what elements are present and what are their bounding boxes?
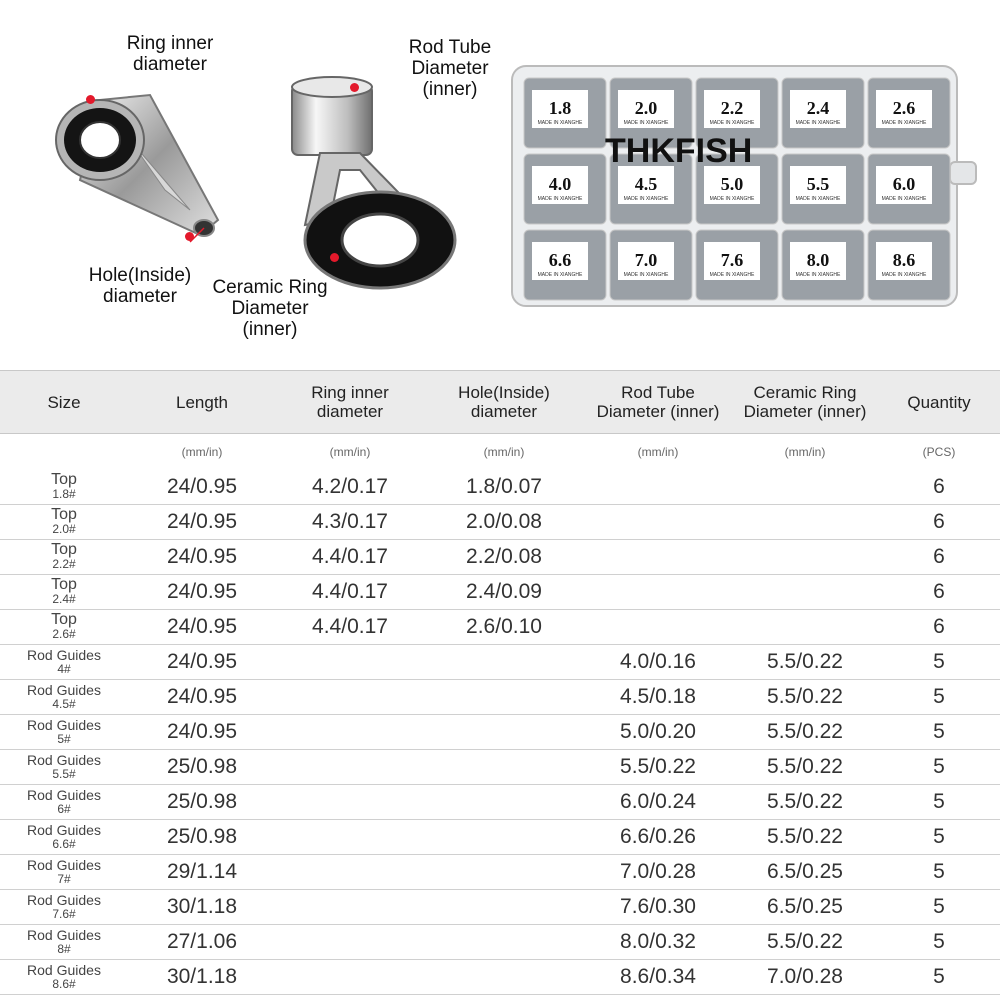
spec-table	[0, 370, 1000, 995]
ceramic-cell: 5.5/0.22	[732, 715, 878, 750]
ceramic-cell: 5.5/0.22	[732, 925, 878, 960]
hole-cell: 1.8/0.07	[424, 470, 584, 505]
table-row	[0, 820, 1000, 855]
table-row	[0, 610, 1000, 645]
made-in-label: MADE IN XIANGHE	[537, 272, 583, 278]
quantity-cell: 5	[878, 960, 1000, 995]
size-number: 1.8#	[52, 487, 76, 501]
size-type: Rod Guides	[27, 682, 101, 698]
hole-cell	[424, 925, 584, 960]
size-cell	[0, 785, 128, 820]
quantity-cell: 5	[878, 750, 1000, 785]
ceramic-cell	[732, 540, 878, 575]
length-cell: 24/0.95	[128, 715, 276, 750]
hole-label: Hole(Inside) diameter	[88, 265, 192, 307]
quantity-cell: 6	[878, 610, 1000, 645]
length-cell: 27/1.06	[128, 925, 276, 960]
ceramic-cell: 5.5/0.22	[732, 750, 878, 785]
quantity-cell: 6	[878, 540, 1000, 575]
ring-inner-cell	[276, 785, 424, 820]
length-cell: 25/0.98	[128, 750, 276, 785]
length-cell: 25/0.98	[128, 820, 276, 855]
table-row	[0, 575, 1000, 610]
header-quantity: Quantity	[878, 371, 1000, 434]
made-in-label: MADE IN XIANGHE	[623, 272, 669, 278]
table-row	[0, 785, 1000, 820]
ceramic-cell: 7.0/0.28	[732, 960, 878, 995]
compartment-size-label: 8.6	[892, 250, 916, 270]
size-type: Rod Guides	[27, 822, 101, 838]
rod-tube-cell	[584, 470, 732, 505]
unit-length: (mm/in)	[181, 445, 223, 459]
length-cell: 24/0.95	[128, 470, 276, 505]
made-in-label: MADE IN XIANGHE	[795, 272, 841, 278]
ring-inner-cell	[276, 715, 424, 750]
made-in-label: MADE IN XIANGHE	[623, 196, 669, 202]
compartment-size-label: 7.0	[634, 250, 658, 270]
unit-hole: (mm/in)	[483, 445, 525, 459]
size-type: Rod Guides	[27, 752, 101, 768]
length-cell: 24/0.95	[128, 680, 276, 715]
size-type: Rod Guides	[27, 857, 101, 873]
ceramic-cell: 5.5/0.22	[732, 785, 878, 820]
unit-ceramic: (mm/in)	[784, 445, 826, 459]
hole-cell	[424, 680, 584, 715]
size-number: 4#	[57, 662, 71, 676]
header-size: Size	[0, 371, 128, 434]
size-number: 4.5#	[52, 697, 76, 711]
hole-cell	[424, 890, 584, 925]
size-number: 2.2#	[52, 557, 76, 571]
size-type: Top	[51, 576, 77, 593]
unit-size	[0, 434, 128, 471]
hole-cell: 2.6/0.10	[424, 610, 584, 645]
compartment-size-label: 6.0	[892, 174, 916, 194]
length-cell: 24/0.95	[128, 505, 276, 540]
length-cell: 24/0.95	[128, 575, 276, 610]
rod-tube-cell: 7.0/0.28	[584, 855, 732, 890]
made-in-label: MADE IN XIANGHE	[881, 196, 927, 202]
hole-cell	[424, 785, 584, 820]
unit-quantity: (PCS)	[922, 445, 956, 459]
size-type: Top	[51, 506, 77, 523]
size-cell	[0, 890, 128, 925]
ring-inner-cell	[276, 820, 424, 855]
hole-cell: 2.2/0.08	[424, 540, 584, 575]
size-cell	[0, 925, 128, 960]
hole-cell: 2.4/0.09	[424, 575, 584, 610]
size-cell	[0, 750, 128, 785]
ring-inner-cell	[276, 960, 424, 995]
header-ring-inner: Ring inner diameter	[276, 371, 424, 434]
guide-kit-box	[510, 62, 960, 312]
rod-tube-cell: 4.5/0.18	[584, 680, 732, 715]
ceramic-cell	[732, 470, 878, 505]
size-number: 2.6#	[52, 627, 76, 641]
size-cell	[0, 610, 128, 645]
ceramic-cell	[732, 575, 878, 610]
header-rod-tube: Rod Tube Diameter (inner)	[584, 371, 732, 434]
ceramic-cell	[732, 610, 878, 645]
unit-rod-tube: (mm/in)	[637, 445, 679, 459]
ring-inner-cell: 4.2/0.17	[276, 470, 424, 505]
quantity-cell: 5	[878, 890, 1000, 925]
quantity-cell: 6	[878, 575, 1000, 610]
hole-cell	[424, 855, 584, 890]
rod-tube-cell	[584, 610, 732, 645]
ceramic-marker	[330, 253, 339, 262]
hole-cell	[424, 960, 584, 995]
table-row	[0, 750, 1000, 785]
ring-inner-label: Ring inner diameter	[126, 33, 214, 75]
ring-inner-cell: 4.4/0.17	[276, 575, 424, 610]
quantity-cell: 5	[878, 820, 1000, 855]
table-row	[0, 505, 1000, 540]
table-row	[0, 960, 1000, 995]
table-row	[0, 645, 1000, 680]
size-cell	[0, 505, 128, 540]
ring-inner-cell	[276, 890, 424, 925]
length-cell: 30/1.18	[128, 960, 276, 995]
size-type: Top	[51, 611, 77, 628]
table-row	[0, 540, 1000, 575]
rod-tube-cell: 4.0/0.16	[584, 645, 732, 680]
made-in-label: MADE IN XIANGHE	[709, 120, 755, 126]
table-row	[0, 890, 1000, 925]
made-in-label: MADE IN XIANGHE	[795, 196, 841, 202]
box-drawing	[510, 62, 980, 322]
ceramic-cell: 5.5/0.22	[732, 645, 878, 680]
table-row	[0, 715, 1000, 750]
header-length: Length	[128, 371, 276, 434]
quantity-cell: 5	[878, 925, 1000, 960]
rod-guide-image	[280, 75, 460, 295]
length-cell: 30/1.18	[128, 890, 276, 925]
size-cell	[0, 680, 128, 715]
table-row	[0, 925, 1000, 960]
table-body	[0, 470, 1000, 995]
size-cell	[0, 820, 128, 855]
made-in-label: MADE IN XIANGHE	[709, 272, 755, 278]
size-type: Top	[51, 541, 77, 558]
rod-tube-marker	[350, 83, 359, 92]
size-cell	[0, 960, 128, 995]
quantity-cell: 6	[878, 470, 1000, 505]
rod-tube-label: Rod Tube Diameter (inner)	[408, 37, 492, 100]
quantity-cell: 6	[878, 505, 1000, 540]
size-number: 8.6#	[52, 977, 76, 991]
size-number: 2.4#	[52, 592, 76, 606]
hole-cell	[424, 750, 584, 785]
compartment-size-label: 6.6	[548, 250, 572, 270]
made-in-label: MADE IN XIANGHE	[709, 196, 755, 202]
size-type: Top	[51, 471, 77, 488]
rod-tube-cell: 8.6/0.34	[584, 960, 732, 995]
ring-inner-marker	[86, 95, 95, 104]
size-cell	[0, 575, 128, 610]
size-number: 8#	[57, 942, 71, 956]
size-number: 5.5#	[52, 767, 76, 781]
ring-inner-cell	[276, 925, 424, 960]
made-in-label: MADE IN XIANGHE	[537, 196, 583, 202]
ceramic-cell: 5.5/0.22	[732, 680, 878, 715]
ring-inner-cell	[276, 855, 424, 890]
length-cell: 24/0.95	[128, 540, 276, 575]
hole-cell	[424, 820, 584, 855]
size-number: 6#	[57, 802, 71, 816]
size-type: Rod Guides	[27, 647, 101, 663]
size-number: 2.0#	[52, 522, 76, 536]
rod-tube-cell: 5.0/0.20	[584, 715, 732, 750]
table-row	[0, 855, 1000, 890]
unit-ring-inner: (mm/in)	[329, 445, 371, 459]
compartment-size-label: 2.6	[892, 98, 916, 118]
ceramic-cell	[732, 505, 878, 540]
size-cell	[0, 715, 128, 750]
rod-tube-cell: 6.6/0.26	[584, 820, 732, 855]
hole-marker	[185, 232, 194, 241]
rod-tube-cell: 5.5/0.22	[584, 750, 732, 785]
rod-tube-cell: 8.0/0.32	[584, 925, 732, 960]
rod-tube-cell	[584, 540, 732, 575]
hole-cell	[424, 645, 584, 680]
length-cell: 29/1.14	[128, 855, 276, 890]
rod-tube-cell	[584, 575, 732, 610]
size-type: Rod Guides	[27, 787, 101, 803]
ring-inner-cell	[276, 750, 424, 785]
tip-top-guide-image	[40, 70, 230, 260]
length-cell: 24/0.95	[128, 645, 276, 680]
size-type: Rod Guides	[27, 717, 101, 733]
brand-logo: THKFISH	[605, 132, 753, 170]
made-in-label: MADE IN XIANGHE	[623, 120, 669, 126]
size-number: 7.6#	[52, 907, 76, 921]
ring-inner-cell	[276, 645, 424, 680]
compartment-size-label: 5.0	[720, 174, 744, 194]
quantity-cell: 5	[878, 785, 1000, 820]
quantity-cell: 5	[878, 715, 1000, 750]
rod-tube-cell: 6.0/0.24	[584, 785, 732, 820]
ceramic-cell: 6.5/0.25	[732, 855, 878, 890]
size-cell	[0, 540, 128, 575]
hole-cell: 2.0/0.08	[424, 505, 584, 540]
size-type: Rod Guides	[27, 892, 101, 908]
ring-inner-cell: 4.4/0.17	[276, 610, 424, 645]
compartment-size-label: 2.4	[806, 98, 830, 118]
made-in-label: MADE IN XIANGHE	[795, 120, 841, 126]
ceramic-label: Ceramic Ring Diameter (inner)	[212, 277, 328, 340]
header-row	[0, 371, 1000, 434]
compartment-size-label: 5.5	[806, 174, 830, 194]
ceramic-cell: 5.5/0.22	[732, 820, 878, 855]
rod-tube-cell: 7.6/0.30	[584, 890, 732, 925]
compartment-size-label: 7.6	[720, 250, 744, 270]
hole-cell	[424, 715, 584, 750]
header-ceramic: Ceramic Ring Diameter (inner)	[732, 371, 878, 434]
compartment-size-label: 2.2	[720, 98, 744, 118]
size-number: 5#	[57, 732, 71, 746]
length-cell: 24/0.95	[128, 610, 276, 645]
quantity-cell: 5	[878, 680, 1000, 715]
made-in-label: MADE IN XIANGHE	[537, 120, 583, 126]
quantity-cell: 5	[878, 645, 1000, 680]
ring-inner-cell	[276, 680, 424, 715]
ring-inner-cell: 4.4/0.17	[276, 540, 424, 575]
compartment-size-label: 1.8	[548, 98, 572, 118]
rod-tube-cell	[584, 505, 732, 540]
made-in-label: MADE IN XIANGHE	[881, 120, 927, 126]
size-number: 6.6#	[52, 837, 76, 851]
made-in-label: MADE IN XIANGHE	[881, 272, 927, 278]
length-cell: 25/0.98	[128, 785, 276, 820]
table-row	[0, 470, 1000, 505]
compartment-size-label: 2.0	[634, 98, 658, 118]
quantity-cell: 5	[878, 855, 1000, 890]
ring-inner-cell: 4.3/0.17	[276, 505, 424, 540]
size-type: Rod Guides	[27, 962, 101, 978]
compartment-size-label: 4.5	[634, 174, 658, 194]
compartment-size-label: 4.0	[548, 174, 572, 194]
size-cell	[0, 470, 128, 505]
product-diagram	[0, 0, 1000, 370]
size-number: 7#	[57, 872, 71, 886]
size-cell	[0, 645, 128, 680]
size-type: Rod Guides	[27, 927, 101, 943]
header-hole: Hole(Inside) diameter	[424, 371, 584, 434]
ceramic-cell: 6.5/0.25	[732, 890, 878, 925]
size-cell	[0, 855, 128, 890]
compartment-size-label: 8.0	[806, 250, 830, 270]
table-row	[0, 680, 1000, 715]
units-row	[0, 434, 1000, 471]
